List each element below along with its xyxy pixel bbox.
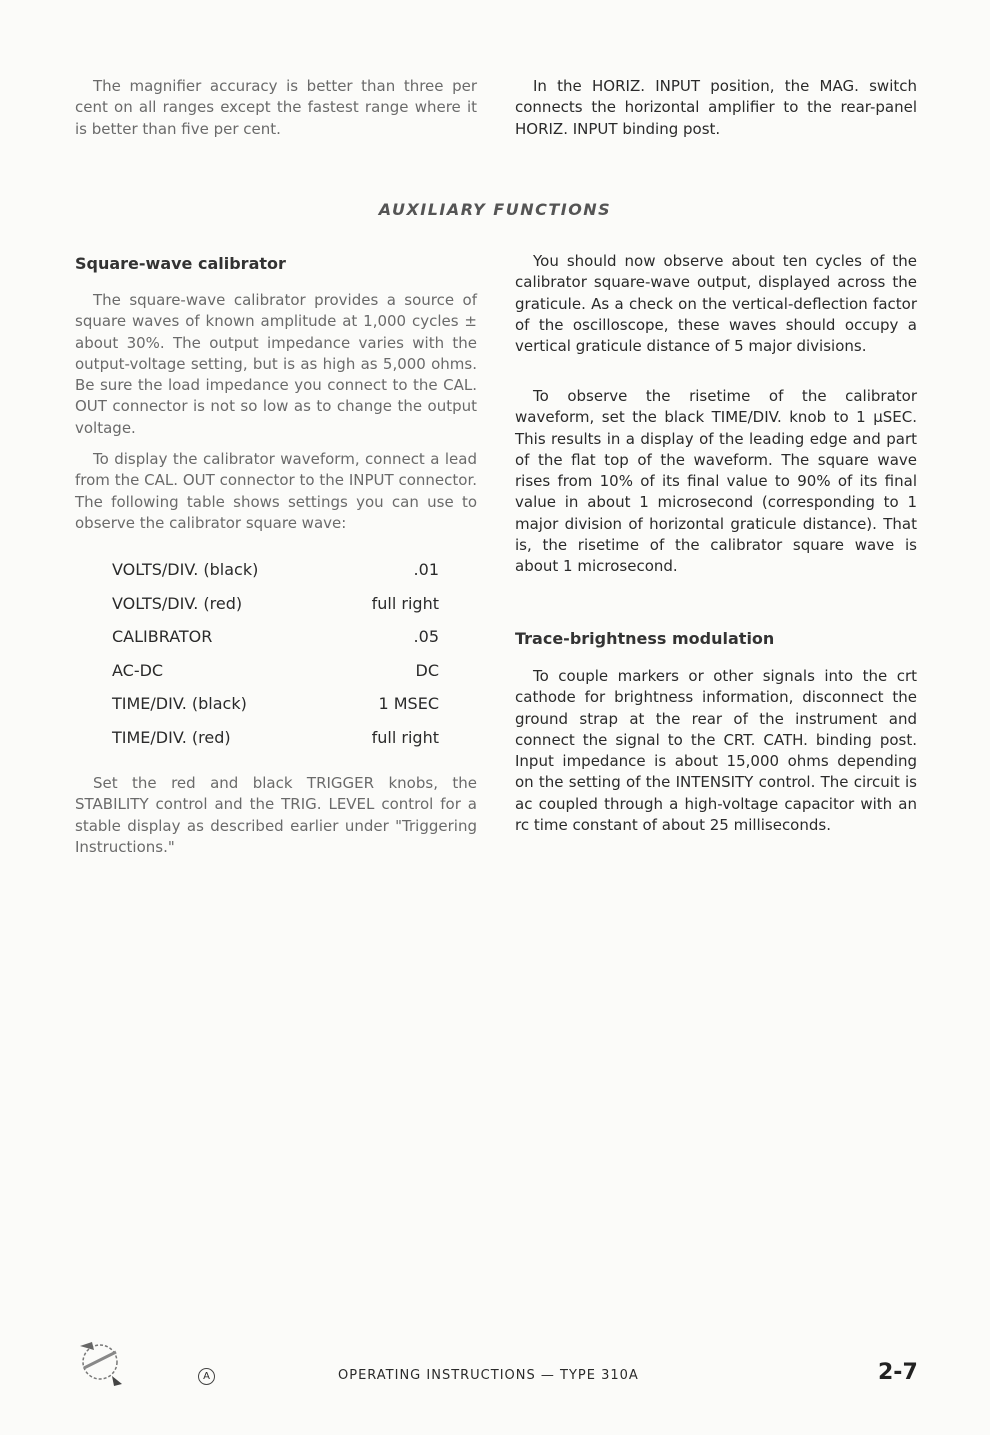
table-row <box>112 692 439 726</box>
table-row <box>112 592 439 626</box>
table-row <box>112 726 439 760</box>
paragraph-text: The magnifier accuracy is better than three per cent on all ranges except the fastest range where it is better than five per cent. <box>75 77 477 138</box>
right-heading: Trace-brightness modulation <box>515 629 775 648</box>
control-name: TIME/DIV. (black) <box>112 694 247 714</box>
page-number: 2-7 <box>878 1360 918 1385</box>
control-value: .05 <box>413 627 439 647</box>
table-row <box>112 659 439 693</box>
control-value: full right <box>371 593 439 613</box>
paragraph-text: You should now observe about ten cycles of the calibrator square-wave output, displayed across the graticule. As a check on the vertical-deflection factor of the oscilloscope, these waves should occupy a vertical graticule distance of 5 major divisions. <box>515 252 917 356</box>
paragraph-text: The square-wave calibrator provides a source of square waves of known amplitude at 1,000 cycles ± about 30%. The output impedance varies with the output-voltage setting, but is as high as 5,000 ohms. Be sure the load impedance you connect to the CAL. OUT connector is not so low as to change the output voltage. <box>75 291 477 437</box>
left-heading: Square-wave calibrator <box>75 254 286 273</box>
paragraph-text: To couple markers or other signals into the crt cathode for brightness information, disconnect the ground strap at the rear of the instrument and connect the signal to the CRT. CATH. binding post. Input impedance is about 15,000 ohms depending on the setting of the INTENSITY control. The circuit is ac coupled through a high-voltage capacitor with an rc time constant of about 25 milliseconds. <box>515 667 917 835</box>
calibrator-paragraph-1 <box>75 290 477 439</box>
footer-title: OPERATING INSTRUCTIONS — TYPE 310A <box>338 1368 639 1383</box>
control-value: 1 MSEC <box>378 694 439 714</box>
magnifier-accuracy-paragraph <box>75 76 477 140</box>
paragraph-text: To display the calibrator waveform, connect a lead from the CAL. OUT connector to the INPUT connector. The following table shows settings you can use to observe the calibrator square wave: <box>75 450 477 532</box>
table-row <box>112 625 439 659</box>
control-name: AC-DC <box>112 660 164 680</box>
settings-table <box>112 558 439 760</box>
brightness-paragraph <box>515 666 917 836</box>
trigger-paragraph <box>75 773 477 858</box>
control-name: CALIBRATOR <box>112 627 213 647</box>
paragraph-text: In the HORIZ. INPUT position, the MAG. switch connects the horizontal amplifier to the rear-panel HORIZ. INPUT binding post. <box>515 77 917 138</box>
horiz-input-paragraph <box>515 76 917 140</box>
control-name: VOLTS/DIV. (red) <box>112 593 243 613</box>
calibrator-paragraph-2 <box>75 449 477 534</box>
circled-a-mark: A <box>198 1368 215 1385</box>
control-name: VOLTS/DIV. (black) <box>112 560 259 579</box>
table-row <box>112 558 439 592</box>
paragraph-text: To observe the risetime of the calibrator waveform, set the black TIME/DIV. knob to 1 µSEC. This results in a display of the leading edge and part of the flat top of the waveform. The square wave rises from 10% of its final value to 90% of its final value in about 1 microsecond (corresponding to 1 major division of horizontal graticule distance). That is, the risetime of the calibrator square wave is about 1 microsecond. <box>515 387 917 576</box>
paragraph-text: Set the red and black TRIGGER knobs, the STABILITY control and the TRIG. LEVEL control for a stable display as described earlier under "Triggering Instructions." <box>75 774 477 856</box>
control-value: DC <box>415 660 439 680</box>
risetime-paragraph <box>515 386 917 578</box>
observe-cycles-paragraph <box>515 251 917 357</box>
tektronix-logo-icon <box>72 1338 124 1388</box>
control-value: .01 <box>413 560 439 579</box>
control-name: TIME/DIV. (red) <box>112 727 231 747</box>
control-value: full right <box>371 727 439 747</box>
section-title: AUXILIARY FUNCTIONS <box>378 200 612 219</box>
